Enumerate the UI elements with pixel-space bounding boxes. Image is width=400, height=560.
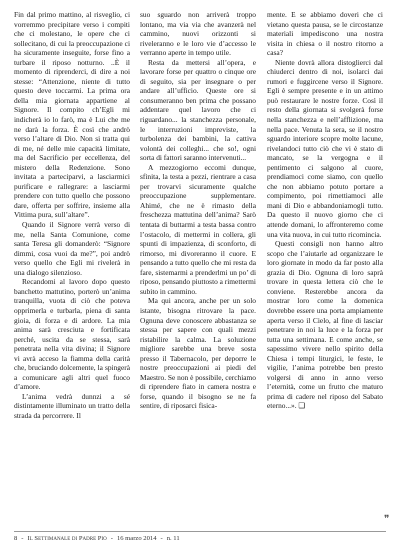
paragraph: suo sguardo non arriverà troppo lontano, ma via via che avanzerà nel cammino, nuovi orizzonti si riveleranno e le loro vie d’accesso le verranno aperte in tempo utile.	[140, 10, 256, 58]
footer-separator: -	[160, 535, 163, 542]
text-column-1	[14, 10, 130, 530]
paragraph: Ma qui ancora, anche per un solo istante, bisogna ritrovare la pace. Ognuna deve conoscere abbastanza se stessa per sapere con quali mezzi ristabilire la calma. La soluzione migliore sarebbe una breve sosta presso il Tabernacolo, per deporre le nostre preoccupazioni ai piedi del Maestro. Se non è possibile, cerchiamo di riprendere fiato in camera nostra e forse, quando il bisogno se ne fa sentire, di riposarci fisica-	[140, 296, 256, 411]
paragraph: A mezzogiorno eccomi dunque, sfinita, la testa a pezzi, rientrare a casa per trovarvi sicuramente qualche preoccupazione supplementare. Ahimé, che ne è rimasto della freschezza mattutina dell’anima? Sarò tentata di buttarmi a testa bassa contro l’ostacolo, di mettermi in collera, gli spunti di impazienza, di sconforto, di rimorso, mi divoreranno il cuore. E pensando a tutto quello che mi resta da fare, sistemarmi a prenderlmi un po’ di riposo, pensando piuttosto a rimettermi subito in cammino.	[140, 162, 256, 296]
paragraph: mente. E se abbiamo doveri che ci vietano questa pausa, se le circostanze materiali impediscono una nostra visita in chiesa o il nostro ritorno a casa?	[267, 10, 383, 58]
paragraph: Recandomi al lavoro dopo questo banchetto mattutino, porterò un’anima tranquilla, vuota di ciò che poteva opprimerla e turbarla, piena di santa gioia, di forza e di ardore. La mia anima sarà cresciuta e fortificata perché, uscita da se stessa, sarà penetrata nella vita divina; il Signore vi avrà acceso la fiamma della carità che, bruciando dolcemente, la spingerà a comunicare agli altri quel fuoco d’amore.	[14, 277, 130, 392]
paragraph: Questi consigli non hanno altro scopo che l’aiutarle ad organizzare le loro giornate in modo da far posto alla grazia di Dio. Ognuna di loro saprà trovare in questa lettera ciò che le conviene. Resterebbe ancora da mostrar loro come la domenica dovrebbe essere una porta ampiamente aperta verso il Cielo, al fine di lasciar penetrare in noi la luce e la forza per tutta una settimana. E come anche, se sapessimo vivere nello spirito della Chiesa i tempi liturgici, le feste, le vigilie, l’anima potrebbe ben presto volgersi di anno in anno verso l’eternità, come un frutto che maturo prima di cadere nel riposo del Sabato eterno...». ❑	[267, 239, 383, 411]
paragraph: Quando il Signore verrà verso di me, nella Santa Comunione, come santa Teresa gli domanderò: “Signore dimmi, cosa vuoi da me?”, poi andrò verso quello che Egli mi rivelerà in una dialogo silenzioso.	[14, 220, 130, 277]
page-number: 8	[14, 535, 18, 542]
magazine-title: Il Settimanale di Padre Pio	[27, 535, 107, 542]
paragraph: L’anima vedrà dunnzi a sé distintamente illuminato un tratto della strada da percorrere. Il	[14, 391, 130, 420]
issue-number: n. 11	[166, 535, 180, 542]
quote-mark-icon: ❞	[384, 514, 390, 525]
page-footer	[14, 531, 386, 546]
paragraph: Fin dal primo mattino, al risveglio, ci vorremmo precipitare verso i compiti che ci molestano, le opere che ci sollecitano, di cui la preoccupazione ci ha sicuramente inseguite, forse fino a turbare il riposo notturno. ..È il momento di riprenderci, di dire a noi stesse: “Attenzione, niente di tutto questo deve toccarmi. La prima ora della mia giornata appartiene al Signore. Il compito ch’Egli mi indicherà io lo farò, ma è Lui che me ne darà la forza. È così che andrò verso l’altare di Dio. Non si tratta qui di me, né delle mie capacità limitate, ma del Sacrificio per eccellenza, del mistero della Redenzione. Sono invitata a parteciparvi, a lasciarmici purificare e rallegrare: a lasciarmi prendere con tutto quello che possono dare, offerta per soffrire, insieme alla Vittima pura, sull’altare”.	[14, 10, 130, 220]
paragraph: Niente dovrà allora distoglierci dal chiuderci dentro di noi, isolarci dai rumori e fuggircene verso il Signore. Egli è sempre presente e in un attimo può restaurare le nostre forze. Così il resto della giornata si svolgerà forse nella stanchezza e nell’afflizione, ma nella pace. Venuta la sera, se il nostro sguardo interiore scopre molte lacune, rivelandoci tutto ciò che vi è stato di mancato, se la vergogna e il pentimento ci salgono al cuore, prendiamoci come siamo, con quello che non abbiamo potuto portare a compimento, poi rimettiamoci alle mani di Dio e abbandoniamogli tutto. Da questo il nuovo giorno che ci attende domani, lo affronteremo come una vita nuova, in cui tutto ricomincia.	[267, 57, 383, 239]
paragraph: Resta da mettersi all’opera, e lavorare forse per quattro o cinque ore di seguito, sia per insegnare o per andare all’ufficio. Queste ore si consumeranno ben prima che possano addentare quel lavoro che ci riguardano... la stanchezza personale, le interruzioni impreviste, la turbolenza dei bambini, la cattiva volontà dei colleghi... che so!, ogni sorta di fattori saranno intervenuti...	[140, 57, 256, 163]
text-column-3	[267, 10, 383, 530]
text-column-2	[140, 10, 256, 530]
footer-separator: -	[110, 535, 113, 542]
footer-separator: -	[21, 535, 24, 542]
issue-date: 16 marzo 2014	[116, 535, 157, 542]
article-body	[14, 10, 384, 530]
